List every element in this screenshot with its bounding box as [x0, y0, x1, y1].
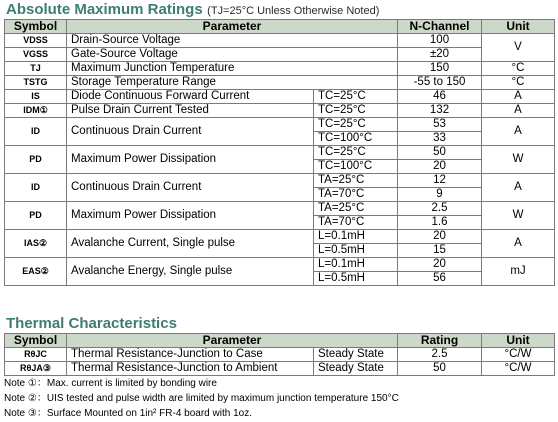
parameter-cell: Storage Temperature Range — [67, 76, 398, 90]
note-3: Note ③：Surface Mounted on 1in² FR-4 board with 1oz. — [4, 408, 252, 419]
thermal-title-text: Thermal Characteristics — [6, 315, 177, 332]
value-cell: 2.5 — [398, 202, 482, 216]
table-row — [5, 104, 555, 118]
symbol-cell: VDSS — [5, 34, 67, 48]
value-cell: 12 — [398, 174, 482, 188]
table-row — [5, 258, 555, 272]
unit-cell: A — [482, 118, 555, 146]
unit-cell: W — [482, 202, 555, 230]
note-2: Note ②：UIS tested and pulse width are limited by maximum junction temperature 150°C — [4, 393, 399, 404]
header-unit: Unit — [482, 20, 555, 34]
symbol-cell: TSTG — [5, 76, 67, 90]
thermal-title — [6, 315, 177, 333]
table-row — [5, 76, 555, 90]
table-row — [5, 118, 555, 132]
condition-cell: TC=100°C — [314, 132, 398, 146]
header-parameter: Parameter — [67, 334, 398, 348]
value-cell: 9 — [398, 188, 482, 202]
table-row — [5, 348, 555, 362]
parameter-cell: Thermal Resistance-Junction to Ambient — [67, 362, 314, 376]
abs-max-title — [6, 1, 379, 19]
value-cell: 46 — [398, 90, 482, 104]
condition-cell: TC=100°C — [314, 160, 398, 174]
value-cell: 20 — [398, 258, 482, 272]
condition-cell: TA=70°C — [314, 188, 398, 202]
table-row — [5, 202, 555, 216]
symbol-cell: VGSS — [5, 48, 67, 62]
table-row — [5, 174, 555, 188]
condition-cell: TC=25°C — [314, 118, 398, 132]
table-row — [5, 230, 555, 244]
condition-cell: Steady State — [314, 362, 398, 376]
parameter-cell: Diode Continuous Forward Current — [67, 90, 314, 104]
condition-cell: L=0.1mH — [314, 258, 398, 272]
symbol-cell: EAS② — [5, 258, 67, 286]
parameter-cell: Avalanche Energy, Single pulse — [67, 258, 314, 286]
value-cell: 100 — [398, 34, 482, 48]
table-row — [5, 62, 555, 76]
parameter-cell: Continuous Drain Current — [67, 174, 314, 202]
note-1: Note ①：Max. current is limited by bonding wire — [4, 378, 217, 389]
table-row — [5, 34, 555, 48]
condition-cell: TC=25°C — [314, 90, 398, 104]
value-cell: 150 — [398, 62, 482, 76]
symbol-cell: IAS② — [5, 230, 67, 258]
header-unit: Unit — [482, 334, 555, 348]
condition-cell: TA=25°C — [314, 202, 398, 216]
abs-max-table — [4, 19, 555, 286]
unit-cell: A — [482, 90, 555, 104]
symbol-cell: ID — [5, 118, 67, 146]
unit-cell: °C — [482, 76, 555, 90]
unit-cell: A — [482, 174, 555, 202]
condition-cell: TA=70°C — [314, 216, 398, 230]
value-cell: 132 — [398, 104, 482, 118]
unit-cell: °C/W — [482, 348, 555, 362]
unit-cell: V — [482, 34, 555, 62]
header-parameter: Parameter — [67, 20, 398, 34]
value-cell: 50 — [398, 362, 482, 376]
value-cell: -55 to 150 — [398, 76, 482, 90]
parameter-cell: Maximum Power Dissipation — [67, 146, 314, 174]
symbol-cell: RθJA③ — [5, 362, 67, 376]
abs-max-subtitle: (TJ=25°C Unless Otherwise Noted) — [207, 5, 380, 17]
value-cell: 33 — [398, 132, 482, 146]
condition-cell: L=0.5mH — [314, 272, 398, 286]
condition-cell: L=0.5mH — [314, 244, 398, 258]
parameter-cell: Thermal Resistance-Junction to Case — [67, 348, 314, 362]
table-row — [5, 48, 555, 62]
parameter-cell: Maximum Junction Temperature — [67, 62, 398, 76]
condition-cell: TC=25°C — [314, 104, 398, 118]
value-cell: ±20 — [398, 48, 482, 62]
thermal-header-row — [5, 334, 555, 348]
unit-cell: W — [482, 146, 555, 174]
table-row — [5, 90, 555, 104]
value-cell: 2.5 — [398, 348, 482, 362]
condition-cell: TC=25°C — [314, 146, 398, 160]
value-cell: 53 — [398, 118, 482, 132]
parameter-cell: Continuous Drain Current — [67, 118, 314, 146]
parameter-cell: Avalanche Current, Single pulse — [67, 230, 314, 258]
table-row — [5, 362, 555, 376]
unit-cell: A — [482, 104, 555, 118]
unit-cell: °C/W — [482, 362, 555, 376]
abs-max-title-text: Absolute Maximum Ratings — [6, 1, 203, 18]
symbol-cell: TJ — [5, 62, 67, 76]
unit-cell: mJ — [482, 258, 555, 286]
value-cell: 56 — [398, 272, 482, 286]
condition-cell: Steady State — [314, 348, 398, 362]
parameter-cell: Pulse Drain Current Tested — [67, 104, 314, 118]
symbol-cell: IDM① — [5, 104, 67, 118]
parameter-cell: Maximum Power Dissipation — [67, 202, 314, 230]
value-cell: 15 — [398, 244, 482, 258]
header-n-channel: N-Channel — [398, 20, 482, 34]
symbol-cell: PD — [5, 202, 67, 230]
symbol-cell: IS — [5, 90, 67, 104]
value-cell: 20 — [398, 230, 482, 244]
condition-cell: TA=25°C — [314, 174, 398, 188]
unit-cell: °C — [482, 62, 555, 76]
abs-max-header-row — [5, 20, 555, 34]
thermal-table — [4, 333, 555, 376]
header-symbol: Symbol — [5, 20, 67, 34]
header-rating: Rating — [398, 334, 482, 348]
table-row — [5, 146, 555, 160]
symbol-cell: RθJC — [5, 348, 67, 362]
unit-cell: A — [482, 230, 555, 258]
symbol-cell: ID — [5, 174, 67, 202]
parameter-cell: Drain-Source Voltage — [67, 34, 398, 48]
header-symbol: Symbol — [5, 334, 67, 348]
symbol-cell: PD — [5, 146, 67, 174]
value-cell: 50 — [398, 146, 482, 160]
value-cell: 1.6 — [398, 216, 482, 230]
condition-cell: L=0.1mH — [314, 230, 398, 244]
parameter-cell: Gate-Source Voltage — [67, 48, 398, 62]
notes — [4, 376, 399, 421]
value-cell: 20 — [398, 160, 482, 174]
